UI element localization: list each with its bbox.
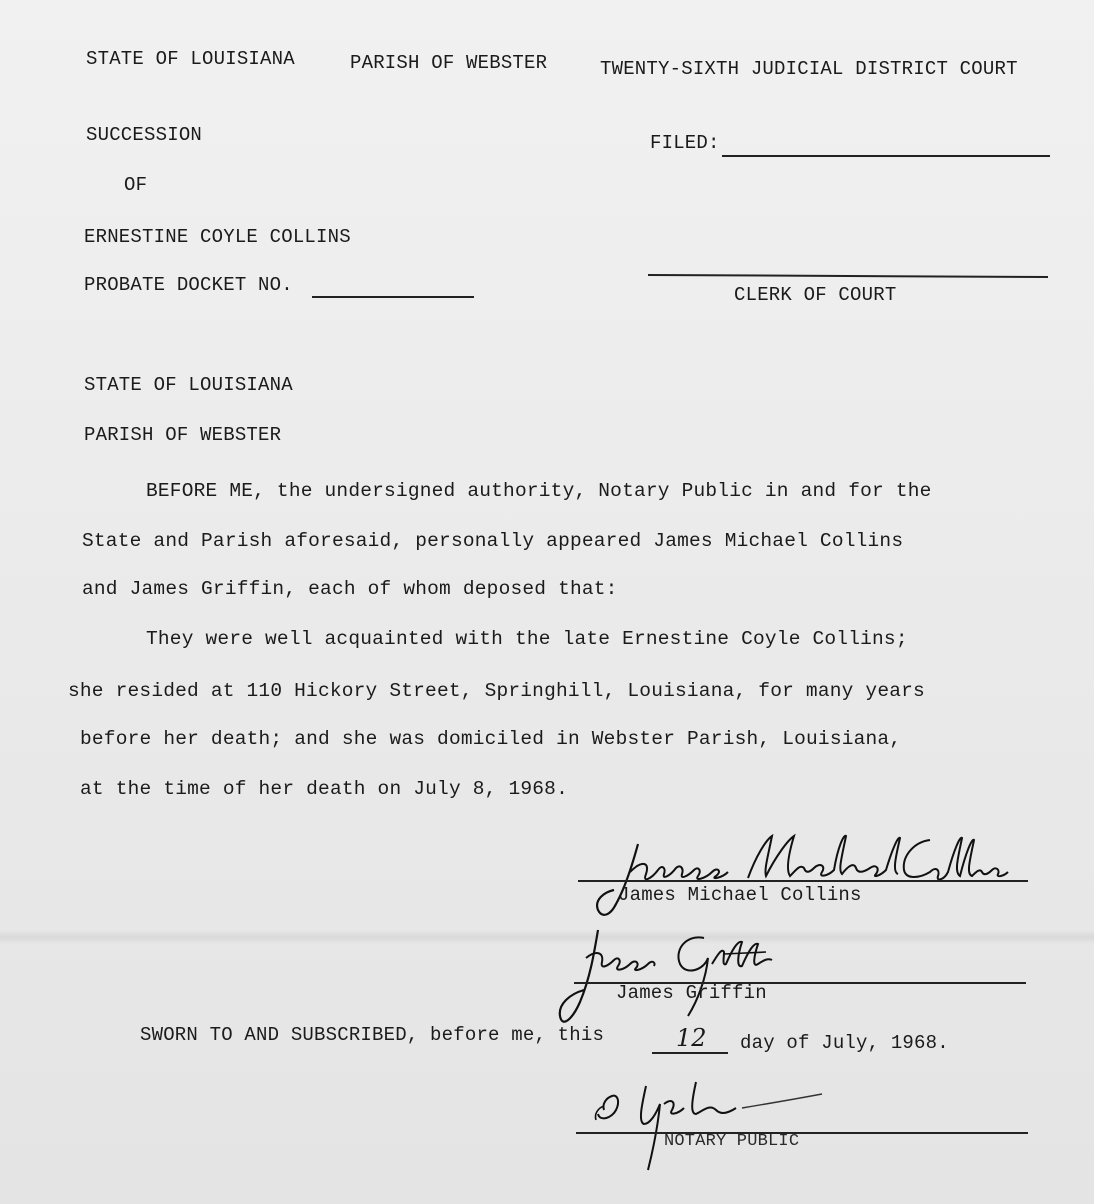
affiant1-name: James Michael Collins [618, 884, 862, 906]
affidavit-line: before her death; and she was domiciled in Webster Parish, Louisiana, [80, 728, 902, 750]
signature-james-michael-collins [580, 826, 1010, 926]
jurat-day-line [652, 1052, 728, 1054]
affiant2-name: James Griffin [616, 982, 767, 1004]
jurat-prefix: SWORN TO AND SUBSCRIBED, before me, this [140, 1024, 605, 1046]
paper-fold [0, 930, 1094, 944]
jurat-day: 12 [676, 1024, 707, 1052]
filed-label: FILED: [650, 132, 720, 154]
docket-label: PROBATE DOCKET NO. [84, 274, 293, 296]
signature-james-griffin [556, 924, 796, 1034]
caption-succession: SUCCESSION [86, 124, 203, 146]
clerk-signature-line [648, 274, 1048, 278]
jurat-suffix: day of July, 1968. [740, 1032, 949, 1054]
affidavit-line: and James Griffin, each of whom deposed that: [82, 578, 618, 600]
header-state: STATE OF LOUISIANA [86, 48, 295, 70]
affidavit-line: she resided at 110 Hickory Street, Springhill, Louisiana, for many years [68, 680, 925, 702]
clerk-label: CLERK OF COURT [734, 284, 897, 306]
venue-parish: PARISH OF WEBSTER [84, 424, 282, 446]
affidavit-line: They were well acquainted with the late Ernestine Coyle Collins; [146, 628, 908, 650]
venue-state: STATE OF LOUISIANA [84, 374, 293, 396]
caption-decedent: ERNESTINE COYLE COLLINS [84, 226, 351, 248]
header-court: TWENTY-SIXTH JUDICIAL DISTRICT COURT [600, 58, 1018, 80]
docket-number-line [312, 296, 474, 298]
affidavit-line: BEFORE ME, the undersigned authority, Notary Public in and for the [146, 480, 932, 502]
signature-line-notary [576, 1132, 1028, 1134]
notary-label: NOTARY PUBLIC [664, 1132, 800, 1151]
filed-line [722, 155, 1050, 157]
caption-of: OF [124, 174, 148, 196]
header-parish: PARISH OF WEBSTER [350, 52, 548, 74]
signature-notary [586, 1064, 846, 1174]
signature-line-affiant1 [578, 880, 1028, 882]
affidavit-line: State and Parish aforesaid, personally appeared James Michael Collins [82, 530, 904, 552]
affidavit-line: at the time of her death on July 8, 1968. [80, 778, 568, 800]
